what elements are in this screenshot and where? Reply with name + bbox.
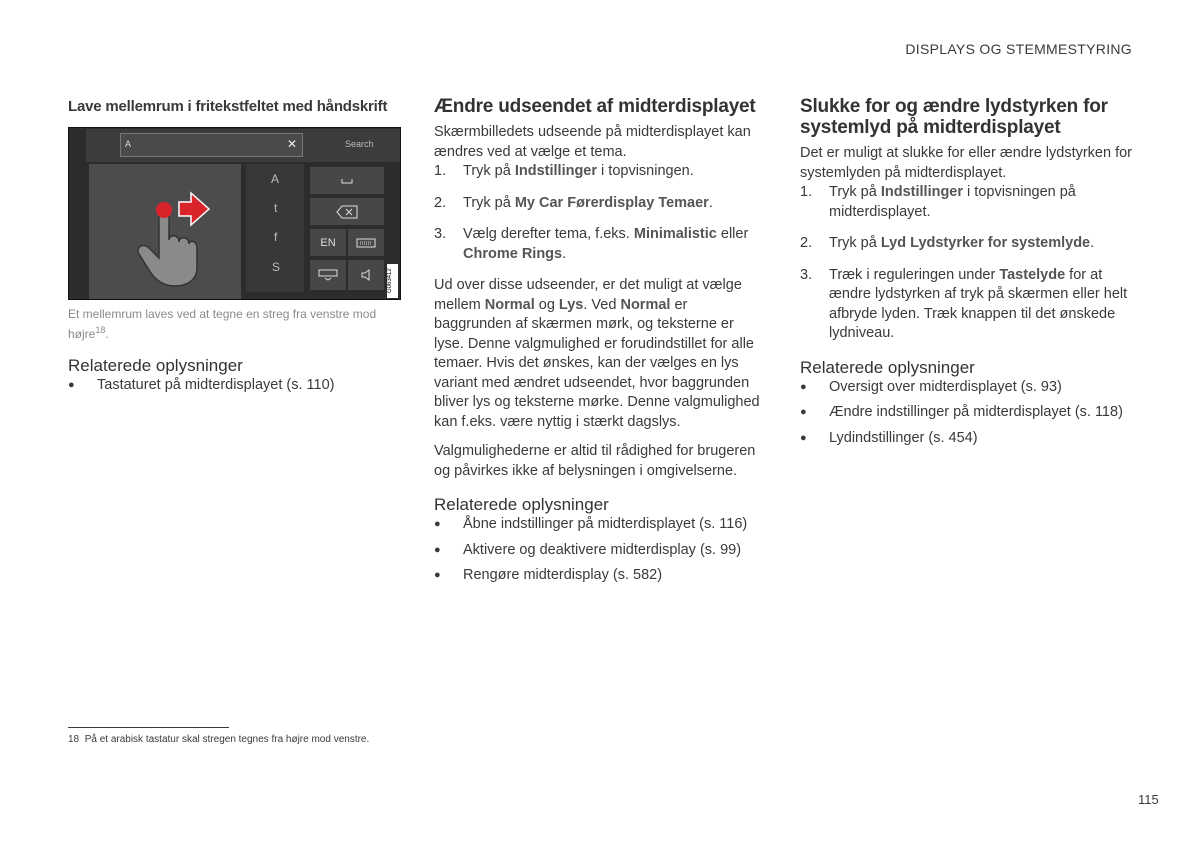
related-heading: Relaterede oplysninger: [68, 356, 243, 375]
column-handwriting: [68, 96, 403, 402]
step: 1. Tryk på Indstillinger i topvisningen på midterdisplayet.: [800, 184, 1076, 220]
bullet-icon: ●: [434, 569, 441, 581]
language-key: EN: [310, 229, 346, 256]
suggestion-letter: t: [274, 201, 278, 215]
suggestion-letter: f: [274, 230, 278, 244]
related-heading: Relaterede oplysninger: [434, 495, 609, 514]
image-code: G063412: [387, 264, 398, 298]
body-paragraph: Ud over disse udseender, er det muligt at vælge mellem Normal og Lys. Ved Normal er baggrunden af skærmen mørk, og teksterne er lyse. Denne valgmulighed er forudindstillet for alle temaer. Hvis det ønskes, kan der vælges en lys variant med ændret udseendet, hvor baggrunden bliver lys og teksterne mørke. Denne valgmulighed kan f.eks. være nyttig i stærkt dagslys.: [434, 277, 760, 430]
column-appearance: [434, 96, 764, 592]
handwriting-screenshot: [68, 127, 401, 300]
related-link[interactable]: ● Lydindstillinger (s. 454): [800, 429, 1135, 449]
related-link[interactable]: ● Tastaturet på midterdisplayet (s. 110): [68, 376, 403, 396]
keyboard-hide-icon: [310, 260, 346, 290]
screenshot-text-field: [120, 133, 303, 157]
menu-label: Temaer: [658, 194, 709, 211]
bullet-icon: ●: [800, 431, 807, 444]
page-number: 115: [1138, 792, 1159, 807]
bullet-icon: ●: [800, 380, 807, 393]
section-heading-appearance: Ændre udseendet af midterdisplayet: [434, 96, 756, 117]
finger-gesture-icon: [117, 188, 227, 288]
footnote-ref: 18: [95, 325, 106, 335]
steps-list: [434, 162, 764, 264]
related-heading: Relaterede oplysninger: [800, 357, 975, 377]
menu-label: Lydstyrker for systemlyde: [910, 235, 1091, 251]
footnote-number: 18: [68, 734, 80, 745]
menu-label: Førerdisplay: [567, 194, 655, 211]
suggestion-letter: S: [272, 260, 281, 274]
footnote-text: På et arabisk tastatur skal stregen tegnes fra højre mod venstre.: [84, 734, 370, 745]
intro-text: Skærmbilledets udseende på midterdisplayet kan ændres ved at vælge et tema.: [434, 124, 751, 160]
related-list: [800, 378, 1135, 449]
related-link[interactable]: ● Aktivere og deaktivere midterdisplay (s. 99): [434, 541, 764, 561]
theme-label: Chrome Rings: [463, 245, 563, 262]
bullet-icon: ●: [68, 379, 75, 391]
backspace-key: [310, 198, 384, 225]
footnote: [68, 734, 369, 745]
menu-label: Indstillinger: [514, 163, 598, 179]
step: 2. Tryk på Lyd Lydstyrker for systemlyde.: [800, 235, 1095, 251]
footnote-divider: [68, 727, 229, 728]
section-heading-handwriting: Lave mellemrum i fritekstfeltet med håndskrift: [68, 98, 388, 115]
step: 2. Tryk på My Car Førerdisplay Temaer.: [434, 194, 713, 211]
related-link[interactable]: ● Oversigt over midterdisplayet (s. 93): [800, 378, 1135, 398]
related-link[interactable]: ● Ændre indstillinger på midterdisplayet (s. 118): [800, 403, 1135, 423]
clear-icon: ✕: [286, 137, 297, 151]
related-list: [434, 515, 764, 586]
space-icon: [341, 177, 353, 185]
backspace-icon: [336, 205, 358, 219]
related-list: [68, 376, 403, 396]
step: 1. Tryk på Indstillinger i topvisningen.: [434, 163, 694, 179]
theme-label: Minimalistic: [633, 226, 717, 242]
screenshot-field-value: A: [125, 139, 132, 149]
screenshot-search-label: Search: [345, 139, 374, 149]
keyboard-icon: [348, 229, 384, 256]
related-link[interactable]: ● Rengøre midterdisplay (s. 582): [434, 566, 764, 586]
step: 3. Træk i reguleringen under Tastelyde for at ændre lydstyrken af tryk på skærmen eller helt afbryde lyden. Træk knappen til det ønskede lydniveau.: [800, 266, 1128, 341]
speaker-icon: [348, 260, 384, 290]
suggestion-letter: A: [271, 172, 280, 186]
header-title: DISPLAYS OG STEMMESTYRING: [905, 41, 1132, 57]
intro-text: Det er muligt at slukke for eller ændre lydstyrken for systemlyden på midterdisplayet.: [800, 145, 1133, 181]
bullet-icon: ●: [800, 406, 807, 418]
setting-label: Tastelyde: [999, 266, 1066, 283]
menu-label: Indstillinger: [880, 184, 964, 200]
bullet-icon: ●: [434, 543, 441, 556]
column-system-sound: [800, 96, 1135, 454]
steps-list: [800, 183, 1135, 344]
section-heading-system-sound: Slukke for og ændre lydstyrken for systemlyd på midterdisplayet: [800, 96, 1108, 138]
screenshot-caption: Et mellemrum laves ved at tegne en streg fra venstre mod højre$^{18}$.: [68, 307, 377, 341]
space-key: [310, 167, 384, 194]
related-link[interactable]: ● Åbne indstillinger på midterdisplayet (s. 116): [434, 515, 764, 535]
menu-label: My Car: [514, 194, 564, 211]
bullet-icon: ●: [434, 518, 441, 530]
body-paragraph: Valgmulighederne er altid til rådighed for brugeren og påvirkes ikke af belysningen i omgivelserne.: [434, 443, 756, 479]
menu-label: Lyd: [880, 235, 907, 251]
step: 3. Vælg derefter tema, f.eks. Minimalistic eller Chrome Rings.: [434, 226, 749, 262]
